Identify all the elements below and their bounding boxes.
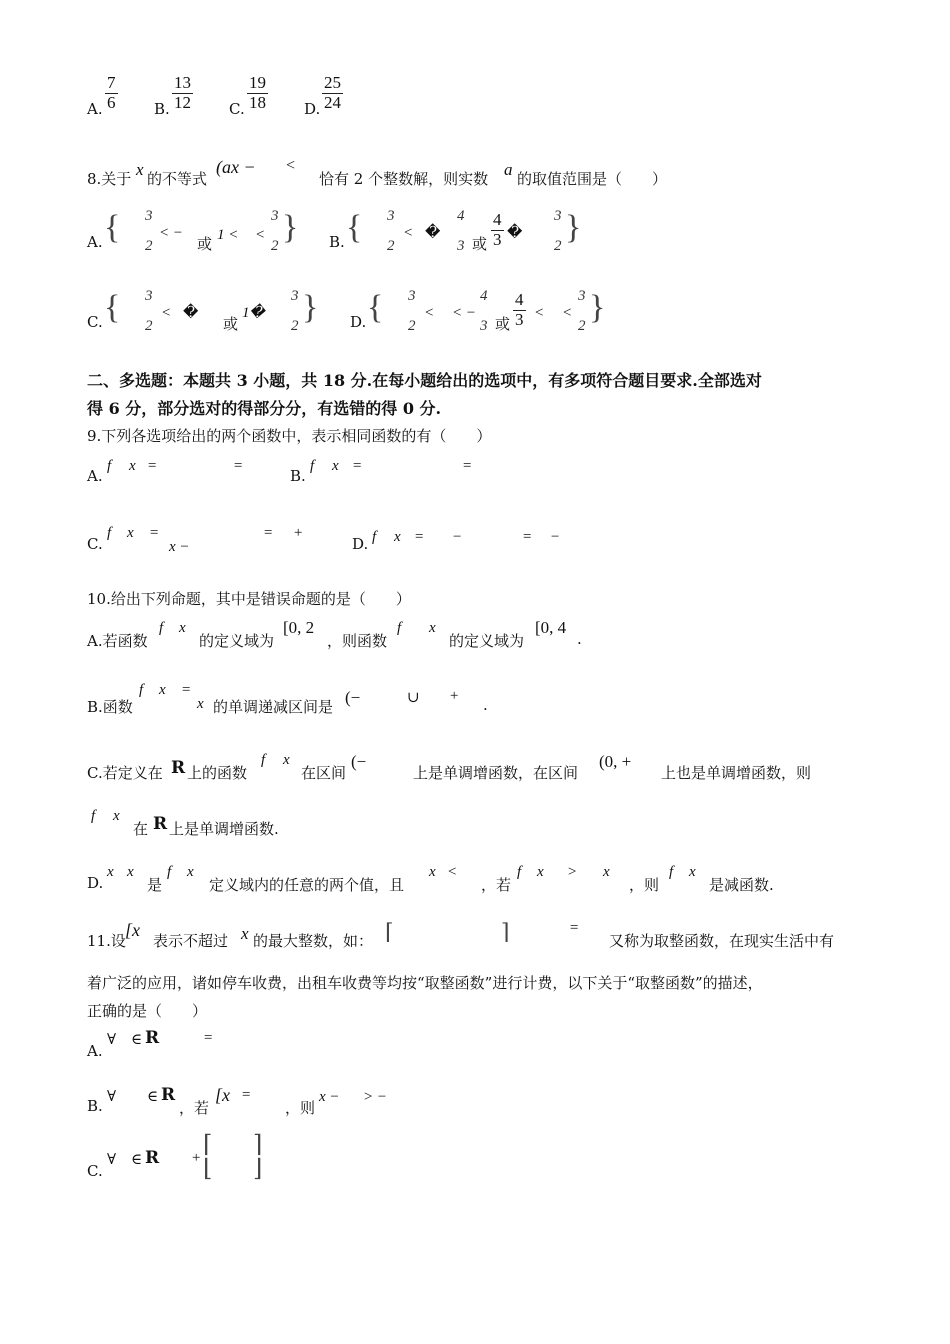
q10-d-x2: x (127, 864, 134, 880)
q9-b-eq: = (352, 458, 363, 474)
q10-c-t3: 上是单调增函数，在区间 (413, 764, 579, 782)
q7-b-fraction (172, 74, 193, 112)
q10-d-t5: 是减函数. (709, 876, 774, 894)
q8-a-brace-right: } (282, 209, 299, 246)
q8-stem-mid: 的不等式 (147, 170, 208, 188)
q8-d-p6: 3 (480, 318, 488, 334)
q8-expr: (ax − (216, 157, 256, 177)
q8-c-p4: � (183, 303, 199, 321)
q8-c-label: C. (87, 313, 103, 331)
q8-stem (87, 168, 131, 189)
q11-pre: 11.设 (87, 932, 126, 950)
q8-b-p11: 2 (554, 238, 562, 254)
q8-a-p3: < − (159, 225, 183, 241)
q11-b-in: ∈ (147, 1087, 159, 1105)
q8-a-p1: 3 (145, 208, 153, 224)
q7-d-fraction (322, 74, 343, 112)
q7-d-label: D. (304, 100, 321, 118)
q9-b-f: f (310, 458, 315, 474)
q8-option-a (87, 205, 327, 265)
q11-b-gt: > − (363, 1089, 387, 1105)
q9-c-label: C. (87, 535, 103, 553)
q10-c-t1: 上的函数 (187, 764, 248, 782)
q11-c-label: C. (87, 1162, 103, 1180)
q10-c-iv1: (− (351, 752, 367, 771)
q10-c-R2: R (153, 814, 168, 834)
q8-d-p9: < (534, 305, 545, 321)
q7-c-num: 19 (249, 73, 266, 92)
q11-c-in: ∈ (131, 1150, 143, 1168)
q8-a-p4: 1 < (217, 227, 239, 243)
q8-c-brace-left: { (104, 289, 121, 326)
q8-b-p1: 3 (387, 208, 395, 224)
q8-c-p3: < (161, 305, 172, 321)
q8-b-brace-right: } (565, 209, 582, 246)
q8-d-p11: 3 (578, 288, 586, 304)
q11-stem-line3: 正确的是（ ） (87, 1002, 208, 1020)
q8-b-p10: 3 (554, 208, 562, 224)
q11-b-t2: ，则 (285, 1099, 316, 1117)
q7-d-den: 24 (324, 92, 341, 112)
q11-option-b (87, 1085, 447, 1119)
q11-stem-line2: 着广泛的应用，诸如停车收费，出租车收费等均按“取整函数”进行计费，以下关于“取整函数”的描述， (87, 974, 763, 992)
q8-a-brace-left: { (104, 209, 121, 246)
q11-stem-line1 (87, 920, 877, 952)
q8-d-label: D. (350, 313, 367, 331)
q8-d-p1: 3 (408, 288, 416, 304)
q10-c-x2: x (113, 808, 120, 824)
q11-eq: = (569, 920, 580, 936)
q10-stem: 10.给出下列命题，其中是错误命题的是（ ） (87, 590, 411, 608)
q11-bracket-left: ⌈ (385, 920, 394, 945)
q10-b-f: f (139, 682, 144, 698)
q10-c-t6: 上是单调增函数. (169, 820, 279, 838)
q9-b-eq2: = (462, 458, 473, 474)
q8-option-d (350, 285, 610, 345)
q8-c-p5: 1� (242, 305, 265, 321)
q9-a-f: f (107, 458, 112, 474)
q10-d-f: f (167, 864, 172, 880)
q11-bracket-right: ⌉ (501, 920, 510, 945)
q8-c-p1: 3 (145, 288, 153, 304)
q8-a-p2: 2 (145, 238, 153, 254)
q10-c-pre: C.若定义在 (87, 764, 163, 782)
q10-a-iv1: [0, 2 (283, 618, 315, 637)
q10-b-cup: ∪ (407, 690, 420, 706)
q11-t1: 表示不超过 (153, 932, 229, 950)
q11-b-t1: ，若 (179, 1099, 210, 1117)
q10-c-x: x (283, 752, 290, 768)
q11-c-bracket-right: ⌉ ⌋ (253, 1130, 263, 1182)
q9-d-minus: − (452, 529, 463, 545)
q11-t3: 又称为取整函数，在现实生活中有 (609, 932, 835, 950)
q10-d-f2: f (517, 864, 522, 880)
q10-c-t5: 在 (133, 820, 149, 838)
q10-b-eq: = (181, 682, 192, 698)
q7-b-label: B. (154, 100, 170, 118)
q8-a-p7: 2 (271, 238, 279, 254)
q8-b-or: 或 (472, 235, 488, 253)
q8-var-a: a (504, 160, 513, 179)
q11-c-bracket-left: ⌈ ⌊ (203, 1130, 213, 1182)
q8-b-p6: 3 (457, 238, 465, 254)
q8-d-p5: 4 (480, 288, 488, 304)
q10-c-t2: 在区间 (301, 764, 347, 782)
q8-stem-post: 恰有 2 个整数解，则实数 (319, 170, 489, 188)
q10-b-den: x (197, 696, 204, 712)
q10-a-end: . (577, 630, 582, 648)
q9-option-c (87, 515, 327, 559)
q10-option-c-line2 (87, 808, 487, 840)
q8-d-or: 或 (495, 315, 511, 333)
q10-a-f2: f (397, 620, 402, 636)
q10-d-t1: 是 (147, 876, 163, 894)
q10-a-f: f (159, 620, 164, 636)
q10-d-gt: > (567, 864, 578, 880)
q10-c-f: f (261, 752, 266, 768)
q8-d-p7: 4 (515, 290, 524, 309)
q11-t2: 的最大整数，如： (253, 932, 374, 950)
q9-d-x: x (394, 529, 401, 545)
q10-d-x5: x (603, 864, 610, 880)
q8-d-p3: < (424, 305, 435, 321)
q9-b-x: x (332, 458, 339, 474)
q10-a-iv2: [0, 4 (535, 618, 567, 637)
q11-a-label: A. (87, 1042, 103, 1060)
q10-c-iv2: (0, + (599, 752, 632, 771)
q8-c-p7: 2 (291, 318, 299, 334)
q11-b-forall: ∀ (107, 1087, 117, 1105)
q10-a-x2: x (429, 620, 436, 636)
q7-c-label: C. (229, 100, 245, 118)
q8-a-p5: < (255, 227, 266, 243)
q8-d-p4: < − (452, 305, 476, 321)
q8-c-p6: 3 (291, 288, 299, 304)
q9-c-f: f (107, 525, 112, 541)
q7-b-den: 12 (174, 92, 191, 112)
q11-c-plus: + (191, 1150, 202, 1166)
q9-b-label: B. (290, 467, 306, 485)
q9-option-a (87, 458, 307, 490)
q8-b-p8: 3 (493, 229, 502, 249)
q10-a-t1: 的定义域为 (199, 632, 275, 650)
q10-b-pre: B.函数 (87, 698, 133, 716)
q11-a-in: ∈ (131, 1030, 143, 1048)
q10-b-end: . (483, 696, 488, 714)
q11-b-x: x − (319, 1089, 340, 1105)
q8-b-brace-left: { (346, 209, 363, 246)
q8-d-p12: 2 (578, 318, 586, 334)
q9-a-label: A. (87, 467, 103, 485)
q9-d-f: f (372, 529, 377, 545)
q8-d-brace-right: } (589, 289, 606, 326)
q11-a-eq: = (203, 1030, 214, 1046)
q8-b-p9: � (507, 223, 523, 241)
q9-stem: 9.下列各选项给出的两个函数中，表示相同函数的有（ ） (87, 427, 492, 445)
q8-b-p2: 2 (387, 238, 395, 254)
q9-a-eq2: = (233, 458, 244, 474)
q9-option-d (352, 527, 592, 559)
q8-b-frac (491, 211, 504, 249)
q9-option-b (290, 458, 510, 490)
q11-option-c (87, 1132, 387, 1188)
q10-d-f3: f (669, 864, 674, 880)
q8-var-x: x (136, 160, 144, 179)
q10-d-t4: ，则 (629, 876, 660, 894)
q7-c-den: 18 (249, 92, 266, 112)
section2-line2: 得 6 分，部分选对的得部分分，有选错的得 0 分. (87, 399, 442, 418)
q10-d-x1: x (107, 864, 114, 880)
q8-a-p6: 3 (271, 208, 279, 224)
q8-d-p10: < (562, 305, 573, 321)
q11-a-forall: ∀ (107, 1030, 117, 1048)
q9-c-eq2: = (263, 525, 274, 541)
q10-option-b (87, 668, 647, 716)
q7-a-fraction (105, 74, 118, 112)
q8-option-c (87, 285, 327, 345)
q8-d-p8: 3 (515, 309, 524, 329)
q10-option-c-line1 (87, 752, 867, 784)
q8-stem-end: 的取值范围是（ ） (517, 170, 668, 188)
q11-x: x (241, 924, 249, 943)
q11-option-a (87, 1030, 327, 1062)
q8-d-frac (513, 291, 526, 329)
q10-d-lt: < (447, 864, 458, 880)
q11-a-R: R (145, 1028, 160, 1048)
q8-c-or: 或 (223, 315, 239, 333)
q9-d-eq: = (414, 529, 425, 545)
q10-a-x: x (179, 620, 186, 636)
q9-d-minus2: − (550, 529, 561, 545)
q10-option-d (87, 862, 807, 894)
q10-b-x: x (159, 682, 166, 698)
q10-option-a (87, 616, 647, 650)
q11-b-br: [x (215, 1085, 230, 1105)
q10-c-t4: 上也是单调增函数，则 (661, 764, 812, 782)
q10-d-x: x (187, 864, 194, 880)
q9-c-eq: = (149, 525, 160, 541)
q9-a-x: x (129, 458, 136, 474)
q10-d-x6: x (689, 864, 696, 880)
q11-b-label: B. (87, 1097, 103, 1115)
q8-b-label: B. (329, 233, 345, 251)
q10-c-R: R (171, 758, 186, 778)
section2-line1: 二、多选题：本题共 3 小题，共 18 分.在每小题给出的选项中，有多项符合题目要求.全部选对 (87, 371, 762, 390)
q8-lt: < (285, 157, 296, 174)
q8-stem-pre: 8.关于 (87, 170, 132, 188)
q8-d-brace-left: { (367, 289, 384, 326)
q11-br: [x (125, 920, 140, 940)
q7-c-fraction (247, 74, 268, 112)
q9-c-x: x (127, 525, 134, 541)
q8-d-p2: 2 (408, 318, 416, 334)
q11-b-R: R (161, 1085, 176, 1105)
q10-d-x4: x (537, 864, 544, 880)
q7-d-num: 25 (324, 73, 341, 92)
q8-c-brace-right: } (302, 289, 319, 326)
q9-c-plus: + (293, 525, 304, 541)
q8-a-or: 或 (197, 235, 213, 253)
q10-b-iv: (− (345, 688, 361, 707)
q8-a-label: A. (87, 233, 103, 251)
q11-c-forall: ∀ (107, 1150, 117, 1168)
q8-b-p4: � (425, 223, 441, 241)
q7-a-num: 7 (107, 73, 116, 92)
q9-d-eq2: = (522, 529, 533, 545)
q8-option-b (329, 205, 589, 265)
q11-b-eq: = (241, 1087, 252, 1103)
q10-b-t1: 的单调递减区间是 (213, 698, 334, 716)
q10-a-t3: 的定义域为 (449, 632, 525, 650)
q10-d-t3: ，若 (481, 876, 512, 894)
q8-b-p7: 4 (493, 210, 502, 229)
q7-a-label: A. (87, 100, 103, 118)
q10-d-t2: 定义域内的任意的两个值，且 (209, 876, 405, 894)
q10-a-t2: ，则函数 (327, 632, 388, 650)
q11-c-R: R (145, 1148, 160, 1168)
q7-b-num: 13 (174, 73, 191, 92)
q9-a-eq: = (147, 458, 158, 474)
q10-d-x3: x (429, 864, 436, 880)
q10-d-pre: D. (87, 874, 104, 892)
q10-b-plus: + (449, 688, 460, 704)
q10-a-pre: A.若函数 (87, 632, 148, 650)
q7-a-den: 6 (107, 92, 116, 112)
q8-b-p3: < (403, 225, 414, 241)
q8-c-p2: 2 (145, 318, 153, 334)
q8-b-p5: 4 (457, 208, 465, 224)
q10-c-f2: f (91, 808, 96, 824)
q9-d-label: D. (352, 535, 369, 553)
q9-c-den: x − (169, 539, 190, 555)
